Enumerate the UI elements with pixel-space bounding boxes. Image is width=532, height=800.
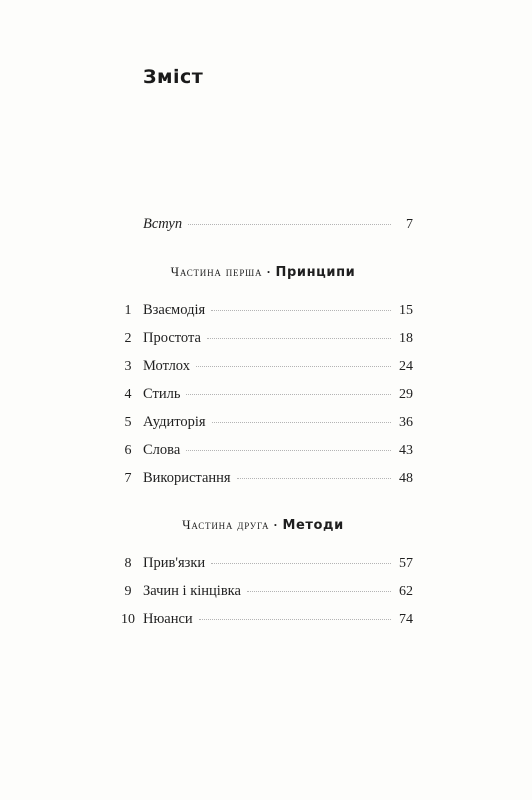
toc-entry-intro[interactable] [113, 216, 413, 236]
toc-entry-chapter-4[interactable] [113, 386, 413, 406]
entry-label: Зачин і кінцівка [143, 583, 241, 599]
entry-page: 18 [399, 331, 413, 346]
entry-number: 2 [124, 331, 132, 346]
dot-leader [186, 394, 391, 395]
entry-number: 5 [124, 415, 132, 430]
toc-entry-chapter-2[interactable] [113, 330, 413, 350]
part-separator: · [273, 517, 279, 532]
entry-label: Використання [143, 470, 231, 486]
entry-number: 6 [124, 443, 132, 458]
toc-entry-chapter-3[interactable] [113, 358, 413, 378]
dot-leader [247, 591, 391, 592]
entry-page: 7 [406, 217, 413, 232]
entry-page: 36 [399, 415, 413, 430]
dot-leader [186, 450, 391, 451]
entry-page: 57 [399, 556, 413, 571]
toc-entry-chapter-9[interactable] [113, 583, 413, 603]
entry-page: 29 [399, 387, 413, 402]
entry-label: Взаємодія [143, 302, 206, 318]
part-heading-2 [113, 517, 413, 533]
toc-entry-chapter-8[interactable] [113, 555, 413, 575]
toc-entry-chapter-7[interactable] [113, 470, 413, 490]
part-separator: · [266, 264, 272, 279]
entry-label: Аудиторія [143, 414, 206, 430]
entry-number: 9 [124, 584, 132, 599]
entry-page: 74 [399, 612, 413, 627]
part-prefix: Частина перша [170, 264, 263, 279]
entry-number: 8 [124, 556, 132, 571]
dot-leader [211, 310, 391, 311]
entry-page: 48 [399, 471, 413, 486]
entry-page: 24 [399, 359, 413, 374]
entry-number: 1 [124, 303, 132, 318]
toc-entry-chapter-5[interactable] [113, 414, 413, 434]
entry-label: Стиль [143, 386, 181, 402]
entry-label: Мотлох [143, 358, 190, 374]
dot-leader [212, 422, 391, 423]
entry-page: 43 [399, 443, 413, 458]
page-title: Зміст [143, 66, 204, 88]
entry-number: 4 [124, 387, 132, 402]
entry-number: 3 [124, 359, 132, 374]
dot-leader [237, 478, 391, 479]
dot-leader [211, 563, 391, 564]
part-name: Методи [282, 518, 344, 533]
entry-number: 7 [124, 471, 132, 486]
dot-leader [207, 338, 391, 339]
entry-label: Прив'язки [143, 555, 206, 571]
toc-entry-chapter-6[interactable] [113, 442, 413, 462]
toc-entry-chapter-1[interactable] [113, 302, 413, 322]
toc-entry-chapter-10[interactable] [113, 611, 413, 631]
part-name: Принципи [275, 265, 356, 280]
entry-label: Простота [143, 330, 201, 346]
dot-leader [199, 619, 391, 620]
entry-number: 10 [121, 612, 135, 627]
entry-page: 15 [399, 303, 413, 318]
part-heading-1 [113, 264, 413, 280]
entry-page: 62 [399, 584, 413, 599]
entry-label: Нюанси [143, 611, 193, 627]
part-prefix: Частина друга [182, 517, 270, 532]
dot-leader [188, 224, 391, 225]
entry-label: Вступ [143, 216, 183, 232]
dot-leader [196, 366, 391, 367]
entry-label: Слова [143, 442, 181, 458]
